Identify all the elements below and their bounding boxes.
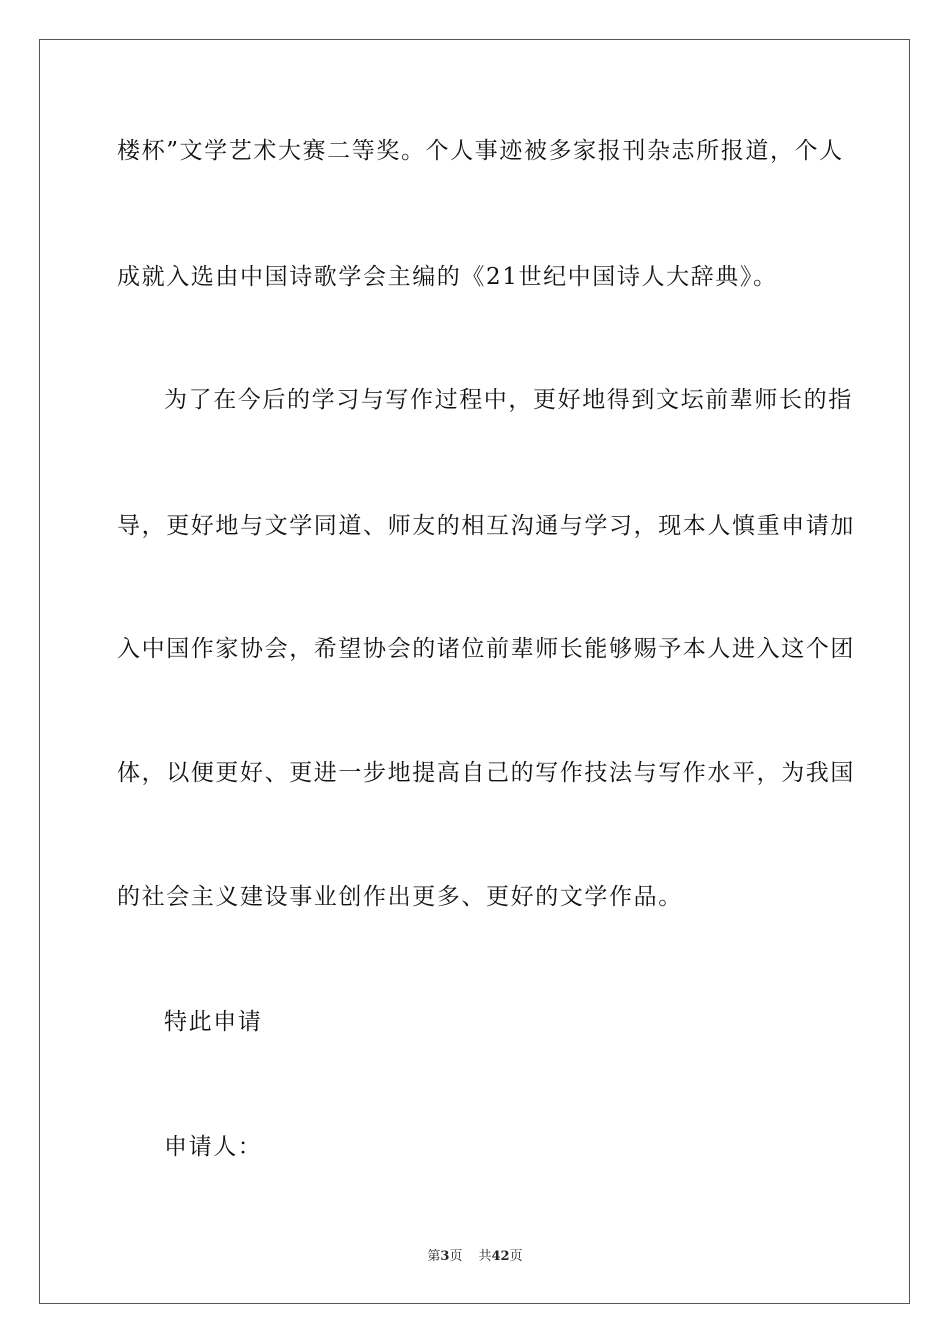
- page-footer: [0, 1248, 950, 1266]
- body-line-5: 入中国作家协会，希望协会的诸位前辈师长能够赐予本人进入这个团: [117, 636, 855, 662]
- closing-line: 特此申请: [164, 1009, 263, 1035]
- page-suffix: 页: [449, 1249, 463, 1264]
- body-line-6: 体，以便更好、更进一步地提高自己的写作技法与写作水平，为我国: [117, 760, 855, 786]
- applicant-line: 申请人：: [164, 1134, 263, 1160]
- body-line-2: 成就入选由中国诗歌学会主编的《21世纪中国诗人大辞典》。: [117, 264, 778, 290]
- page-prefix: 第: [427, 1249, 441, 1264]
- total-prefix: 共: [478, 1249, 492, 1264]
- body-line-3: 为了在今后的学习与写作过程中，更好地得到文坛前辈师长的指: [164, 387, 853, 413]
- page-number: 3: [440, 1249, 450, 1264]
- total-suffix: 页: [509, 1249, 523, 1264]
- page-border: [39, 39, 910, 1304]
- body-line-1: 楼杯”文学艺术大赛二等奖。个人事迹被多家报刊杂志所报道，个人: [117, 138, 844, 164]
- total-pages: 42: [491, 1249, 510, 1264]
- body-line-4: 导，更好地与文学同道、师友的相互沟通与学习，现本人慎重申请加: [117, 513, 855, 539]
- body-line-7: 的社会主义建设事业创作出更多、更好的文学作品。: [117, 884, 683, 910]
